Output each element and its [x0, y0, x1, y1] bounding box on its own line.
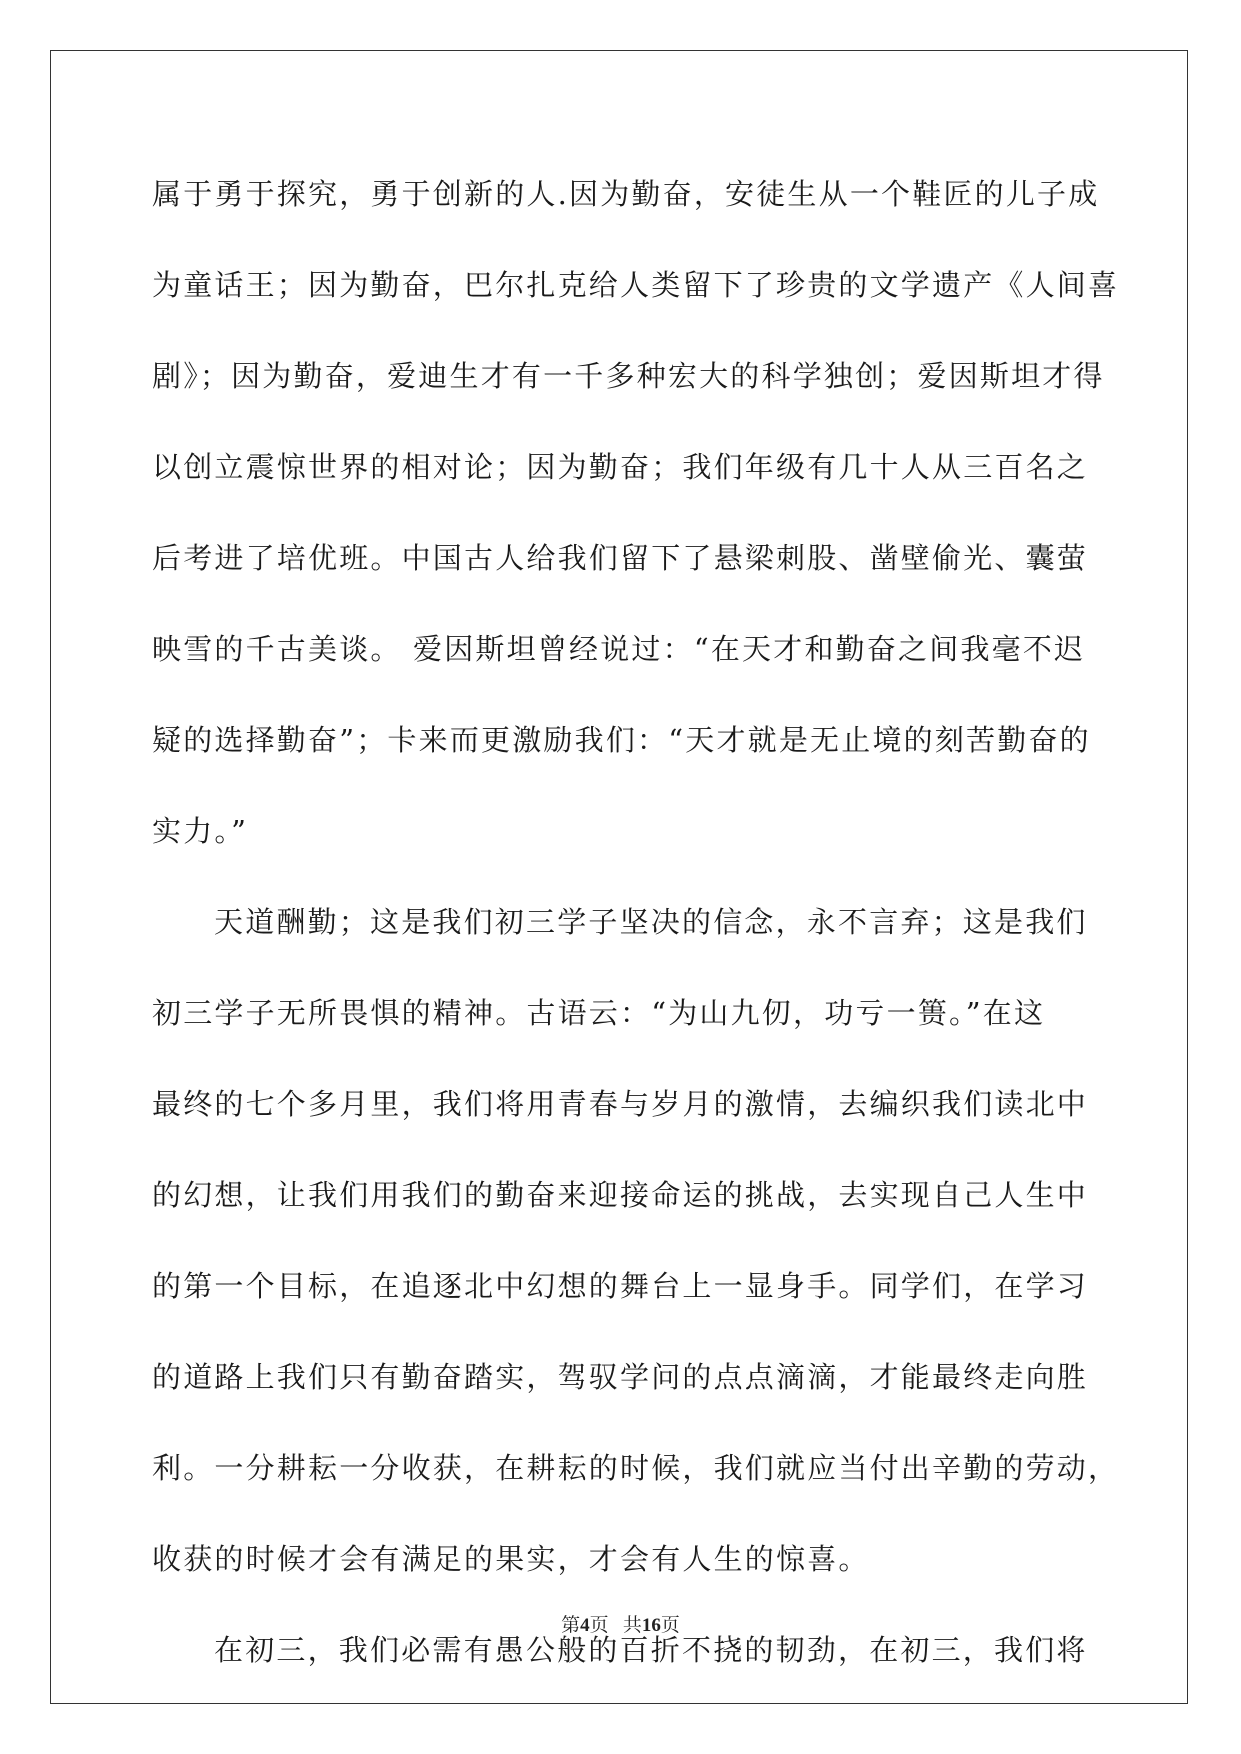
paragraph-start-line: 在初三，我们必需有愚公般的百折不挠的韧劲，在初三，我们将 — [214, 1633, 1088, 1667]
text-line: 剧》；因为勤奋，爱迪生才有一千多种宏大的科学独创；爱因斯坦才得 — [152, 359, 1105, 393]
text-line: 后考进了培优班。中国古人给我们留下了悬梁刺股、凿壁偷光、囊萤 — [152, 541, 1089, 575]
text-line: 收获的时候才会有满足的果实，才会有人生的惊喜。 — [152, 1542, 870, 1576]
text-line: 以创立震惊世界的相对论；因为勤奋；我们年级有几十人从三百名之 — [152, 450, 1089, 484]
text-line: 的道路上我们只有勤奋踏实，驾驭学问的点点滴滴，才能最终走向胜 — [152, 1360, 1089, 1394]
footer-total-suffix: 页 — [660, 1615, 680, 1636]
text-line: 属于勇于探究，勇于创新的人.因为勤奋，安徒生从一个鞋匠的儿子成 — [152, 177, 1100, 211]
text-line: 利。一分耕耘一分收获，在耕耘的时候，我们就应当付出辛勤的劳动， — [152, 1451, 1120, 1485]
text-line: 实力。” — [152, 814, 249, 848]
total-page-count: 16 — [641, 1615, 661, 1636]
text-line: 的第一个目标，在追逐北中幻想的舞台上一显身手。同学们，在学习 — [152, 1269, 1089, 1303]
paragraph-start-line: 天道酬勤；这是我们初三学子坚决的信念，永不言弃；这是我们 — [214, 905, 1088, 939]
body-text — [152, 162, 1120, 1709]
text-line: 的幻想，让我们用我们的勤奋来迎接命运的挑战，去实现自己人生中 — [152, 1178, 1089, 1212]
text-line: 为童话王；因为勤奋，巴尔扎克给人类留下了珍贵的文学遗产《人间喜 — [152, 268, 1120, 302]
footer-page-suffix: 页 — [589, 1615, 609, 1636]
text-line: 初三学子无所畏惧的精神。古语云：“为山九仞，功亏一篑。”在这 — [152, 996, 1046, 1030]
text-line: 映雪的千古美谈。 爱因斯坦曾经说过：“在天才和勤奋之间我毫不迟 — [152, 632, 1086, 666]
text-line: 最终的七个多月里，我们将用青春与岁月的激情，去编织我们读北中 — [152, 1087, 1089, 1121]
text-line: 疑的选择勤奋”；卡来而更激励我们：“天才就是无止境的刻苦勤奋的 — [152, 723, 1091, 757]
page-footer — [0, 1610, 1241, 1637]
current-page-number: 4 — [580, 1615, 590, 1636]
footer-prefix: 第 — [561, 1615, 581, 1636]
footer-total-prefix: 共 — [622, 1615, 642, 1636]
